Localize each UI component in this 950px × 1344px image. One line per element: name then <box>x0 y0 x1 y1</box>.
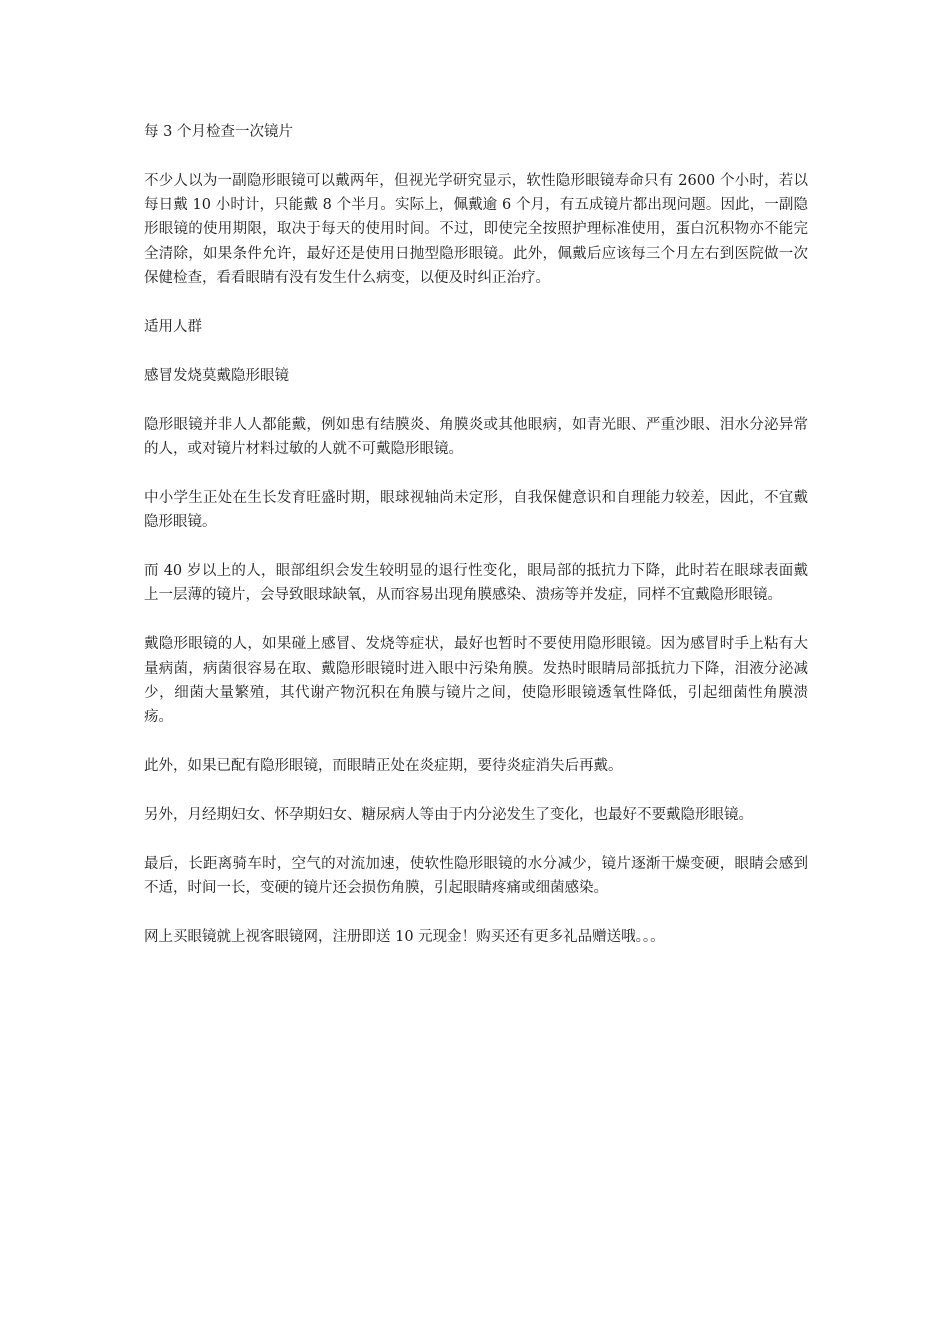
section-heading: 适用人群 <box>144 318 202 335</box>
paragraph-endocrine: 另外，月经期妇女、怀孕期妇女、糖尿病人等由于内分泌发生了变化，也最好不要戴隐形眼镜。 <box>144 806 753 823</box>
paragraph-inflammation: 此外，如果已配有隐形眼镜，而眼睛正处在炎症期，要待炎症消失后再戴。 <box>144 758 623 775</box>
paragraph-students: 中小学生正处在生长发育旺盛时期，眼球视轴尚未定形，自我保健意识和自理能力较差，因此，不宜戴隐形眼镜。 <box>144 489 808 531</box>
paragraph-cycling: 最后，长距离骑车时，空气的对流加速，使软性隐形眼镜的水分减少，镜片逐渐干燥变硬，眼睛会感到不适，时间一长，变硬的镜片还会损伤角膜，引起眼睛疼痛或细菌感染。 <box>144 855 808 897</box>
paragraph-over-40: 而 40 岁以上的人，眼部组织会发生较明显的退行性变化，眼局部的抵抗力下降，此时若在眼球表面戴上一层薄的镜片，会导致眼球缺氧，从而容易出现角膜感染、溃疡等并发症，同样不宜戴隐形眼镜。 <box>144 563 808 604</box>
subheading: 感冒发烧莫戴隐形眼镜 <box>144 367 289 384</box>
document-title: 每 3 个月检查一次镜片 <box>144 124 293 140</box>
paragraph-promotion: 网上买眼镜就上视客眼镜网，注册即送 10 元现金！购买还有更多礼品赠送哦。。。 <box>144 929 665 946</box>
paragraph-cold-fever: 戴隐形眼镜的人，如果碰上感冒、发烧等症状，最好也暂时不要使用隐形眼镜。因为感冒时手上粘有大量病菌，病菌很容易在取、戴隐形眼镜时进入眼中污染角膜。发热时眼睛局部抵抗力下降，泪液分泌减少，细菌大量繁殖，其代谢产物沉积在角膜与镜片之间，使隐形眼镜透氧性降低，引起细菌性角膜溃疡。 <box>144 636 808 726</box>
paragraph-eye-disease: 隐形眼镜并非人人都能戴，例如患有结膜炎、角膜炎或其他眼病，如青光眼、严重沙眼、泪水分泌异常的人，或对镜片材料过敏的人就不可戴隐形眼镜。 <box>144 416 808 458</box>
document-body <box>144 120 808 974</box>
paragraph-lens-lifespan: 不少人以为一副隐形眼镜可以戴两年，但视光学研究显示，软性隐形眼镜寿命只有 2600 个小时，若以每日戴 10 小时计，只能戴 8 个半月。实际上，佩戴逾 6 个月，有五成镜片都出现问题。因此，一副隐形眼镜的使用期限，取决于每天的使用时间。不过，即使完全按照护理标准使用，蛋白沉积物亦不能完全清除，如果条件允许，最好还是使用日抛型隐形眼镜。此外，佩戴后应该每三个月左右到医院做一次保健检查，看看眼睛有没有发生什么病变，以便及时纠正治疗。 <box>144 172 808 287</box>
